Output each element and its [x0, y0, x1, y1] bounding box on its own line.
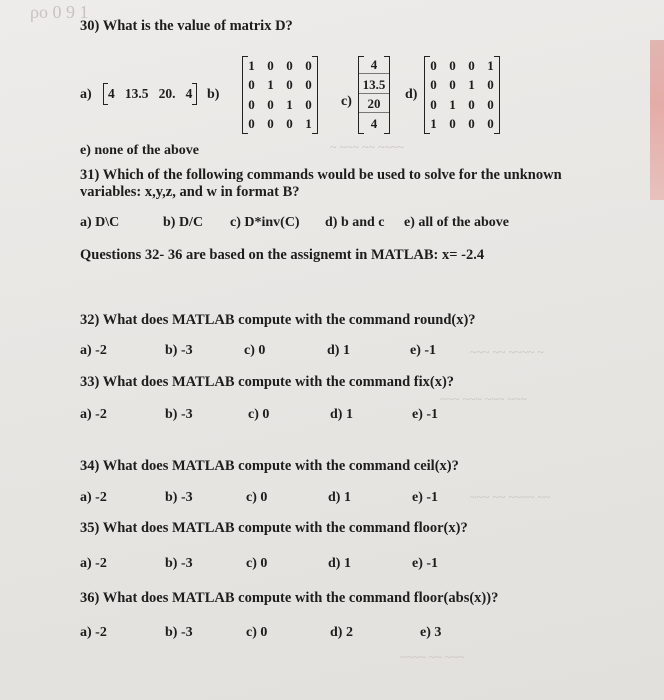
q34-option-e: e) -1	[412, 490, 439, 505]
q31-option-b: b) D/C	[163, 215, 204, 230]
q31-option-c: c) D*inv(C)	[230, 215, 300, 230]
q30-option-d-matrix-cell: 1	[487, 57, 494, 73]
q30-option-c-vector-cell: 4	[370, 116, 378, 132]
q36-option-c: c) 0	[246, 625, 268, 640]
q32-option-d: d) 1	[327, 343, 350, 358]
q30-option-c-vector	[358, 56, 390, 134]
q30-option-d-matrix-cell: 0	[487, 96, 494, 112]
q33-option-b: b) -3	[165, 407, 193, 422]
q33-option-e: e) -1	[412, 407, 439, 422]
q30-option-b-matrix-cell: 0	[286, 116, 293, 132]
q32-option-e: e) -1	[410, 343, 437, 358]
q30-option-c-vector-cell: 13.5	[358, 77, 390, 94]
q30-option-b-matrix-cell: 0	[305, 77, 312, 93]
q32-option-a: a) -2	[80, 343, 107, 358]
q30-option-c-vector-cell: 20	[358, 96, 390, 113]
bleed-through: ~~~ ~~ ~~~~ ~	[470, 345, 544, 359]
q30-option-b-matrix	[242, 56, 318, 134]
q30-option-b-matrix-cell: 0	[248, 77, 255, 93]
q30-option-d-matrix-cell: 0	[449, 57, 456, 73]
q30-option-b-matrix-cell: 0	[248, 116, 255, 132]
q30-option-d-matrix-cell: 0	[487, 77, 494, 93]
q30-option-d-matrix-cell: 0	[430, 57, 437, 73]
q34-text: 34) What does MATLAB compute with the command ceil(x)?	[80, 458, 459, 474]
q30-option-d-matrix-cell: 1	[468, 77, 475, 93]
q30-option-d-matrix-cell: 0	[468, 57, 475, 73]
q30-option-d-matrix-cell: 1	[430, 116, 437, 132]
bleed-through: ~~~ ~~ ~~~~ ~~	[470, 490, 551, 504]
q35-text: 35) What does MATLAB compute with the command floor(x)?	[80, 520, 468, 536]
q31-option-d: d) b and c	[325, 215, 385, 230]
q30-option-b-matrix-cell: 1	[267, 77, 274, 93]
q30-option-b-matrix-cell: 0	[267, 116, 274, 132]
q34-option-b: b) -3	[165, 490, 193, 505]
q35-option-b: b) -3	[165, 556, 193, 571]
q33-option-d: d) 1	[330, 407, 353, 422]
page-edge-shadow	[650, 40, 664, 200]
q36-option-a: a) -2	[80, 625, 107, 640]
q36-text: 36) What does MATLAB compute with the command floor(abs(x))?	[80, 590, 499, 606]
q30-option-c-label: c)	[341, 94, 352, 109]
q30-option-d-matrix-cell: 0	[487, 116, 494, 132]
q34-option-c: c) 0	[246, 490, 268, 505]
q35-option-c: c) 0	[246, 556, 268, 571]
q30-option-d-matrix-cell: 1	[449, 96, 456, 112]
q30-option-d-label: d)	[405, 87, 418, 102]
q30-option-d-matrix-cell: 0	[468, 116, 475, 132]
q30-option-d-matrix	[424, 56, 500, 134]
q31-option-a: a) D\C	[80, 215, 120, 230]
q30-option-b-matrix-cell: 0	[267, 57, 274, 73]
q31-text-line1: 31) Which of the following commands would be used to solve for the unknown	[80, 167, 562, 183]
q36-option-b: b) -3	[165, 625, 193, 640]
q32-text: 32) What does MATLAB compute with the command round(x)?	[80, 312, 476, 328]
q30-option-b-label: b)	[207, 87, 220, 102]
bleed-through: ~ ~~~ ~~ ~~~~	[330, 140, 404, 154]
questions-32-36-intro: Questions 32- 36 are based on the assignemt in MATLAB: x= -2.4	[80, 247, 485, 263]
q33-option-c: c) 0	[248, 407, 270, 422]
q32-option-c: c) 0	[244, 343, 266, 358]
q30-option-b-matrix-cell: 0	[248, 96, 255, 112]
q32-option-b: b) -3	[165, 343, 193, 358]
q30-option-b-matrix-cell: 1	[286, 96, 293, 112]
q36-option-e: e) 3	[420, 625, 442, 640]
q31-option-e: e) all of the above	[404, 215, 509, 230]
q30-option-d-matrix-cell: 0	[449, 116, 456, 132]
q33-option-a: a) -2	[80, 407, 107, 422]
q30-option-b-matrix-cell: 0	[286, 77, 293, 93]
q36-option-d: d) 2	[330, 625, 353, 640]
q30-option-b-matrix-cell: 0	[267, 96, 274, 112]
q30-option-b-matrix-cell: 0	[286, 57, 293, 73]
q30-option-b-matrix-cell: 0	[305, 57, 312, 73]
q35-option-a: a) -2	[80, 556, 107, 571]
bleed-through: ~~~~ ~~ ~~~	[400, 650, 465, 664]
q33-text: 33) What does MATLAB compute with the command fix(x)?	[80, 374, 455, 390]
q30-option-d-matrix-cell: 0	[468, 96, 475, 112]
q30-option-d-matrix-cell: 0	[430, 77, 437, 93]
q35-option-d: d) 1	[328, 556, 351, 571]
q35-option-e: e) -1	[412, 556, 439, 571]
bleed-through: ρо 0 9 1	[30, 2, 89, 22]
q30-option-b-matrix-cell: 1	[248, 57, 255, 73]
q30-option-c-vector-cell: 4	[358, 57, 390, 74]
q34-option-a: a) -2	[80, 490, 107, 505]
q30-text: 30) What is the value of matrix D?	[80, 18, 293, 34]
q34-option-d: d) 1	[328, 490, 351, 505]
q30-option-a-vector	[103, 86, 197, 102]
q30-option-b-matrix-cell: 1	[305, 116, 312, 132]
q30-option-e: e) none of the above	[80, 143, 199, 158]
q30-option-d-matrix-cell: 0	[449, 77, 456, 93]
q30-option-d-matrix-cell: 0	[430, 96, 437, 112]
bleed-through: ~~~ ~~~ ~~~ ~~~	[440, 392, 527, 406]
q30-option-b-matrix-cell: 0	[305, 96, 312, 112]
q30-option-a-values: 4 13.5 20. 4	[108, 86, 193, 101]
q30-option-a-label: a)	[80, 87, 92, 102]
q31-text-line2: variables: x,y,z, and w in format B?	[80, 184, 300, 200]
